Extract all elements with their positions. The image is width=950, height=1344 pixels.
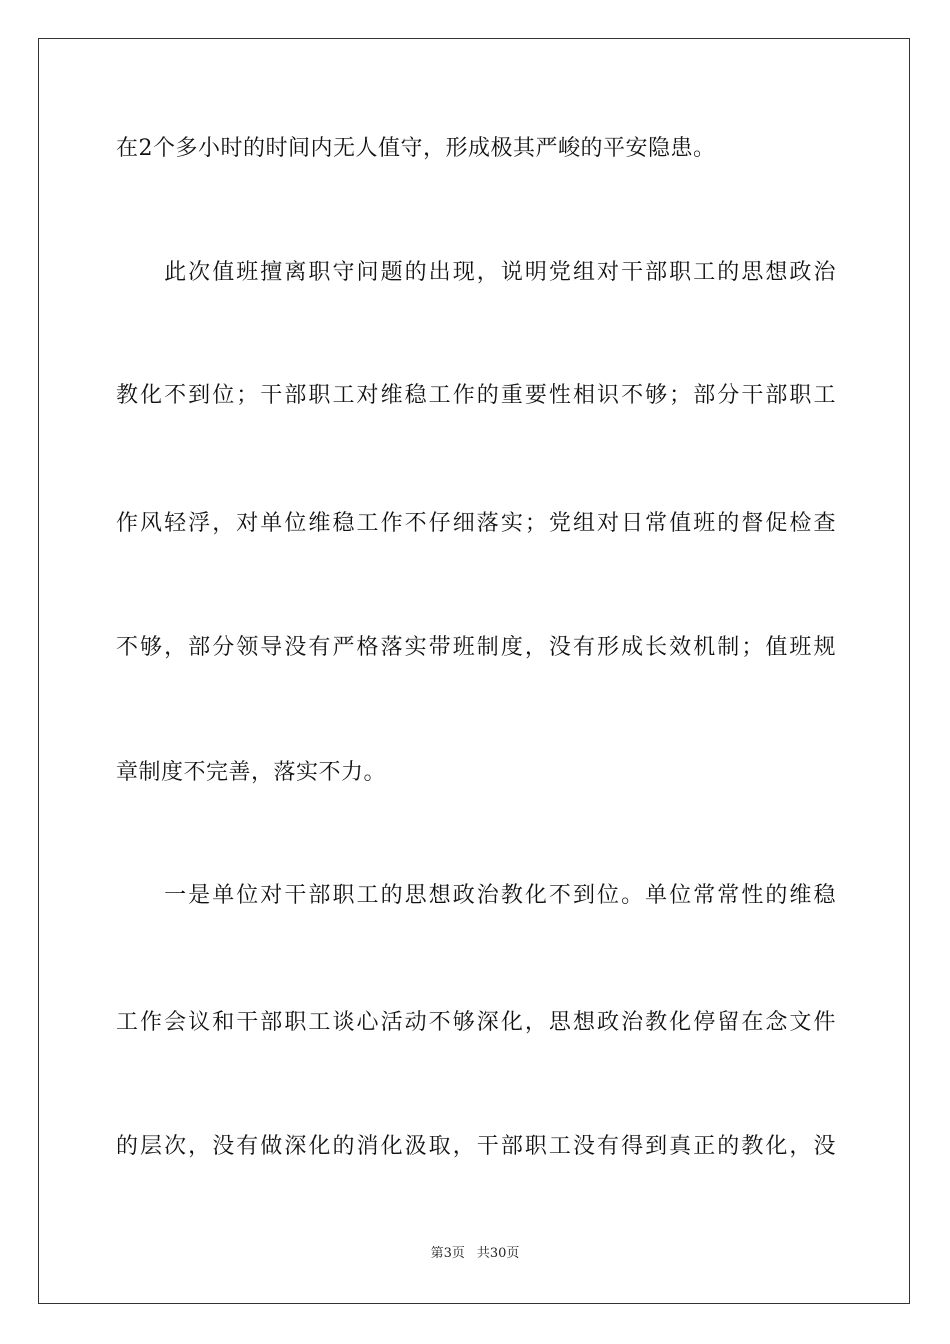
text-line-6: 章制度不完善，落实不力。 [116,760,387,785]
text-line-3: 教化不到位；干部职工对维稳工作的重要性相识不够；部分干部职工 [116,383,836,408]
page-number: 第3页 [430,1246,465,1261]
text-line-9: 的层次，没有做深化的消化汲取，干部职工没有得到真正的教化，没 [116,1134,836,1159]
text-line-1: 在2个多小时的时间内无人值守，形成极其严峻的平安隐患。 [116,136,716,161]
text-line-5: 不够，部分领导没有严格落实带班制度，没有形成长效机制；值班规 [116,635,836,660]
text-line-4: 作风轻浮，对单位维稳工作不仔细落实；党组对日常值班的督促检查 [116,511,836,536]
page-total: 共30页 [476,1246,520,1261]
text-line-2: 此次值班擅离职守问题的出现，说明党组对干部职工的思想政治 [116,260,836,285]
text-line-8: 工作会议和干部职工谈心活动不够深化，思想政治教化停留在念文件 [116,1010,836,1035]
page-footer [0,1245,950,1263]
text-line-7: 一是单位对干部职工的思想政治教化不到位。单位常常性的维稳 [116,883,836,908]
page-border [38,38,910,1304]
